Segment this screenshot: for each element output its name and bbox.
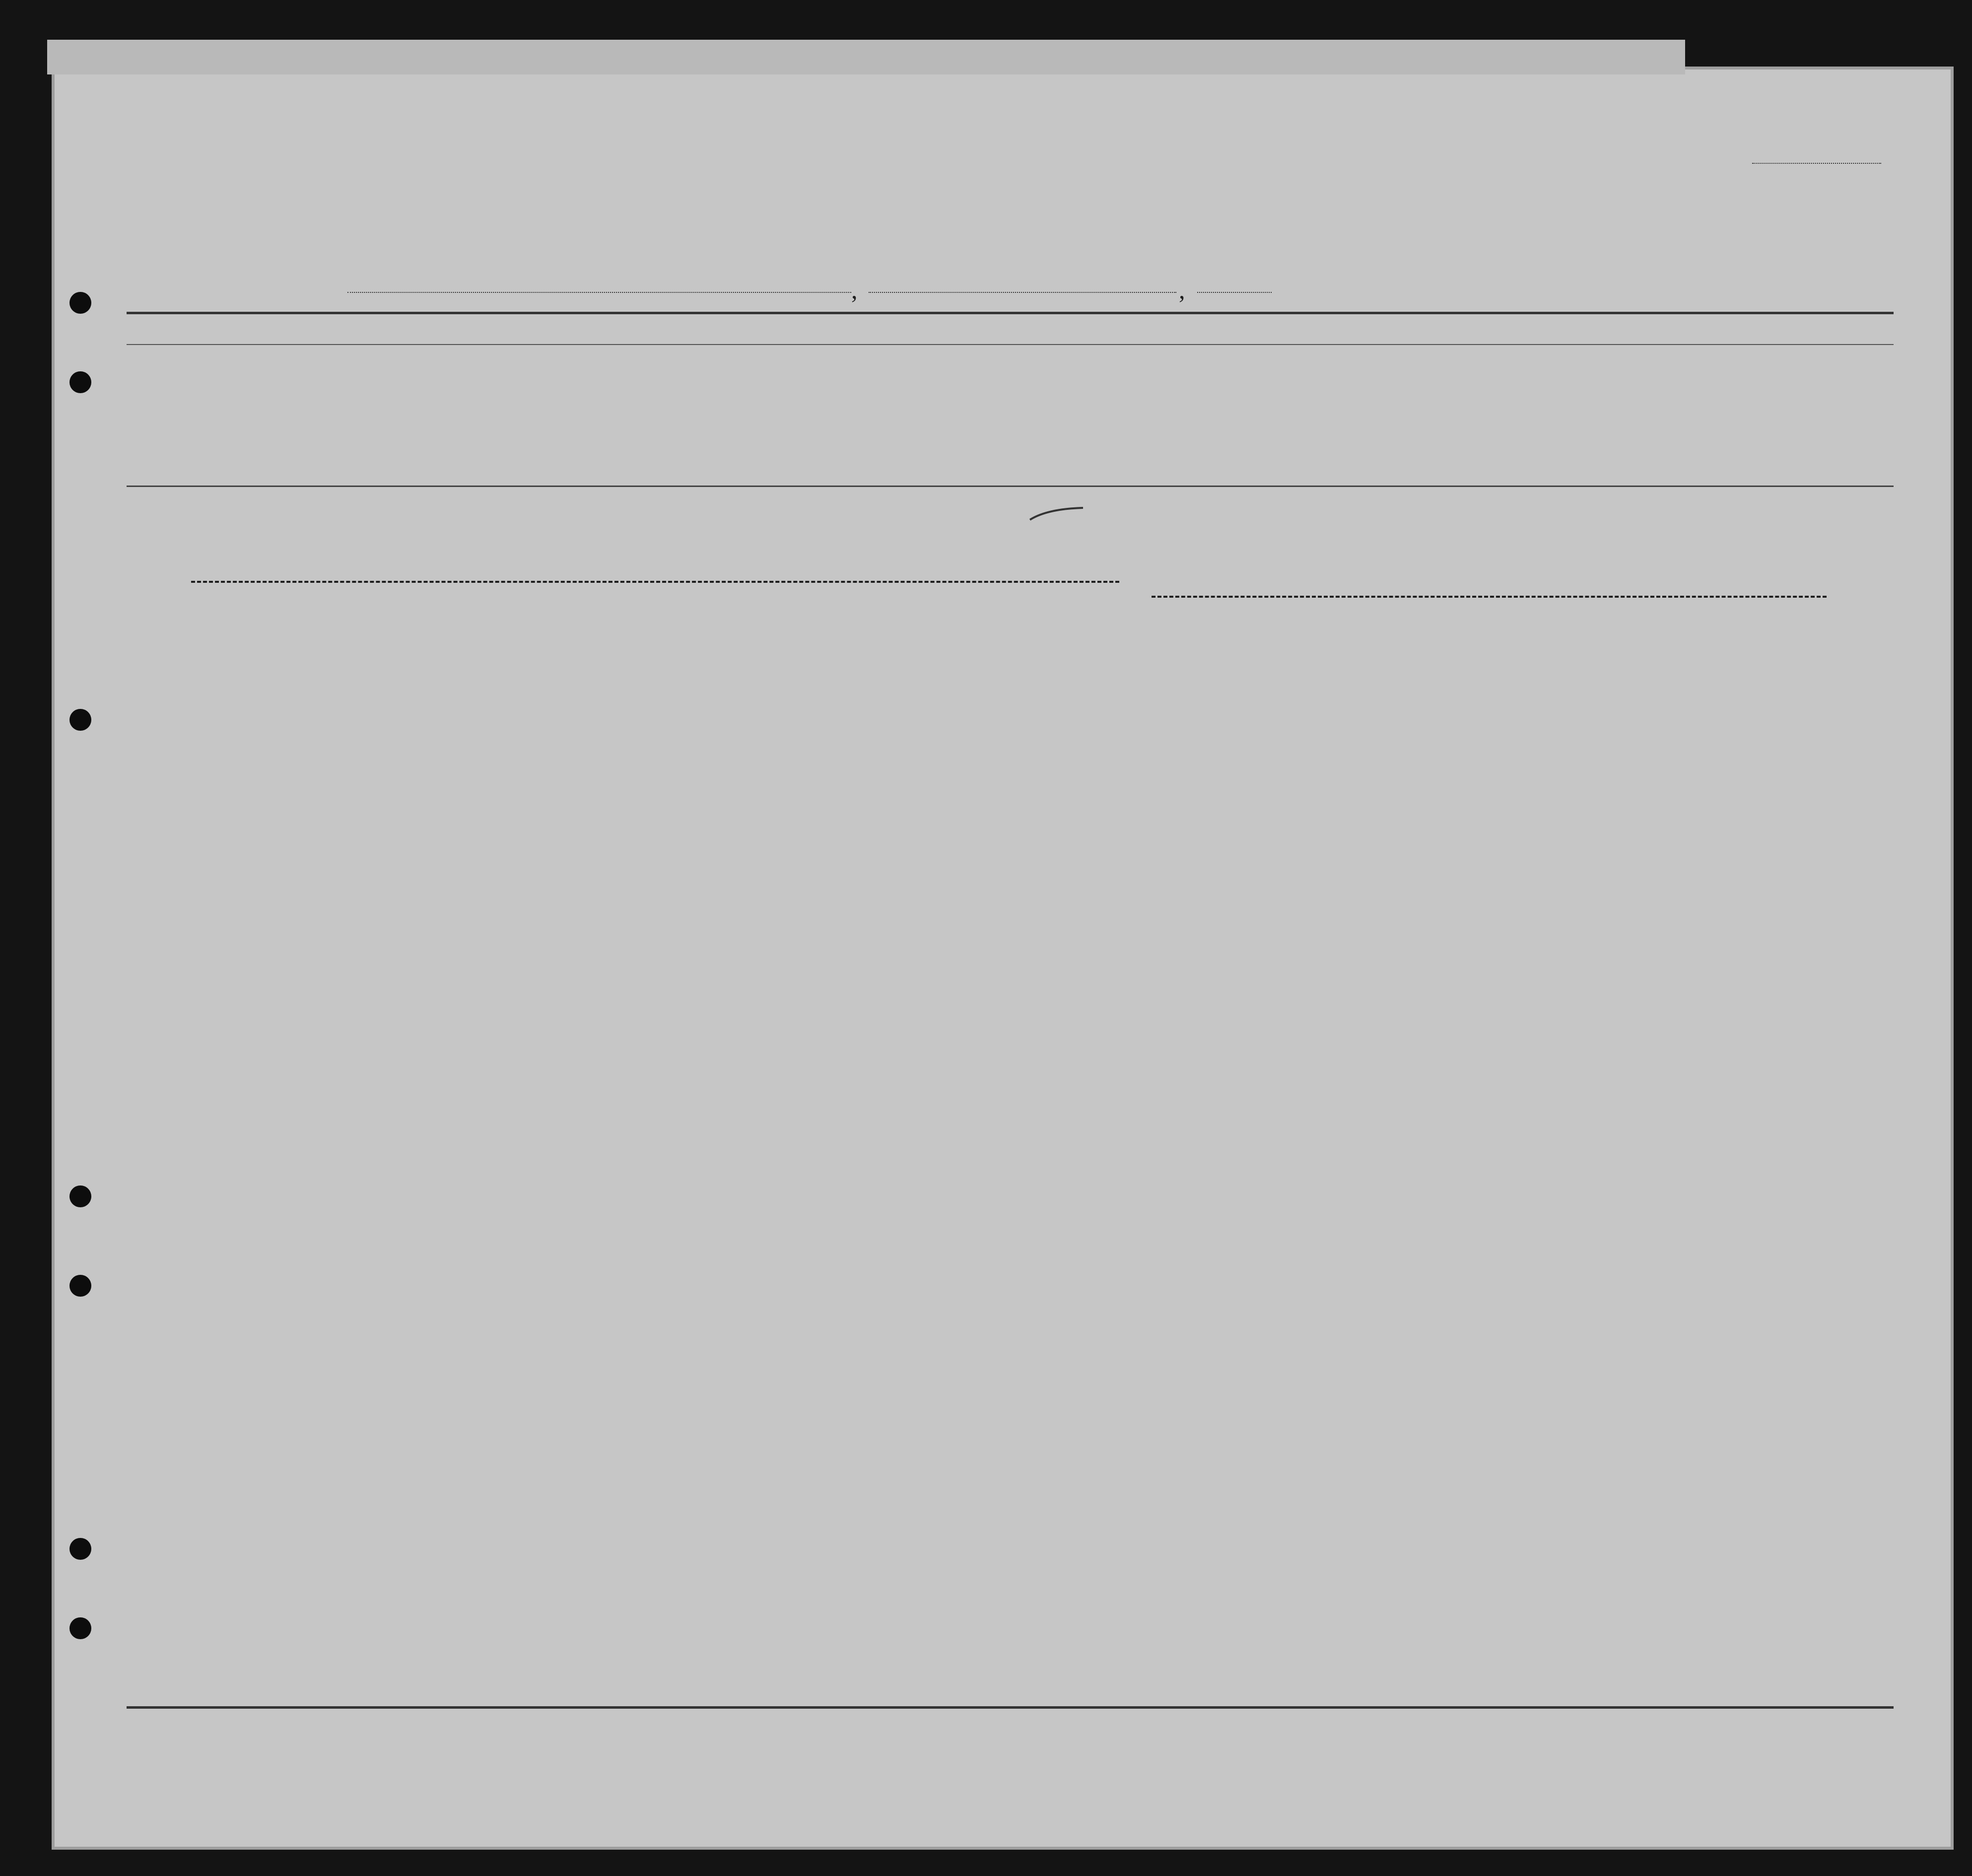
r2-cancel-line <box>1152 596 1827 598</box>
header-purpose-length <box>1204 382 1233 482</box>
table-top-rule <box>127 312 1894 314</box>
header-excluded <box>1453 355 1479 482</box>
punch-hole <box>69 1275 91 1297</box>
punch-hole <box>69 1538 91 1560</box>
table-bottom-rule <box>127 1706 1894 1709</box>
header-anarchist <box>1339 355 1365 482</box>
year-underline <box>1197 292 1272 293</box>
comma: , <box>851 276 858 304</box>
list-underline <box>1752 163 1881 164</box>
header-polygamist <box>1311 355 1337 482</box>
pen-mark <box>1027 504 1087 524</box>
punch-hole <box>69 292 91 314</box>
header-money <box>704 350 729 482</box>
header-ticket <box>582 350 612 482</box>
punch-hole <box>69 1617 91 1639</box>
page-edge-tab <box>47 40 1685 74</box>
header-purpose-return <box>1156 382 1204 482</box>
comma: , <box>1179 276 1185 304</box>
punch-hole <box>69 371 91 393</box>
header-purpose-citizen <box>1234 382 1264 482</box>
manifest-sheet <box>55 69 1951 1847</box>
punch-hole <box>69 1185 91 1207</box>
header-feet <box>1619 449 1638 484</box>
r2-cancel-line <box>191 581 1119 583</box>
port-underline <box>347 292 851 293</box>
header-inches <box>1640 442 1659 484</box>
header-prison <box>1266 355 1310 482</box>
header-bottom-rule <box>127 486 1894 487</box>
colnum-rule <box>127 344 1894 345</box>
header-deported <box>1480 355 1504 482</box>
header-overthrow <box>1366 355 1413 482</box>
header-offer-labor <box>1415 355 1452 482</box>
date-underline <box>869 292 1176 293</box>
punch-hole <box>69 709 91 731</box>
